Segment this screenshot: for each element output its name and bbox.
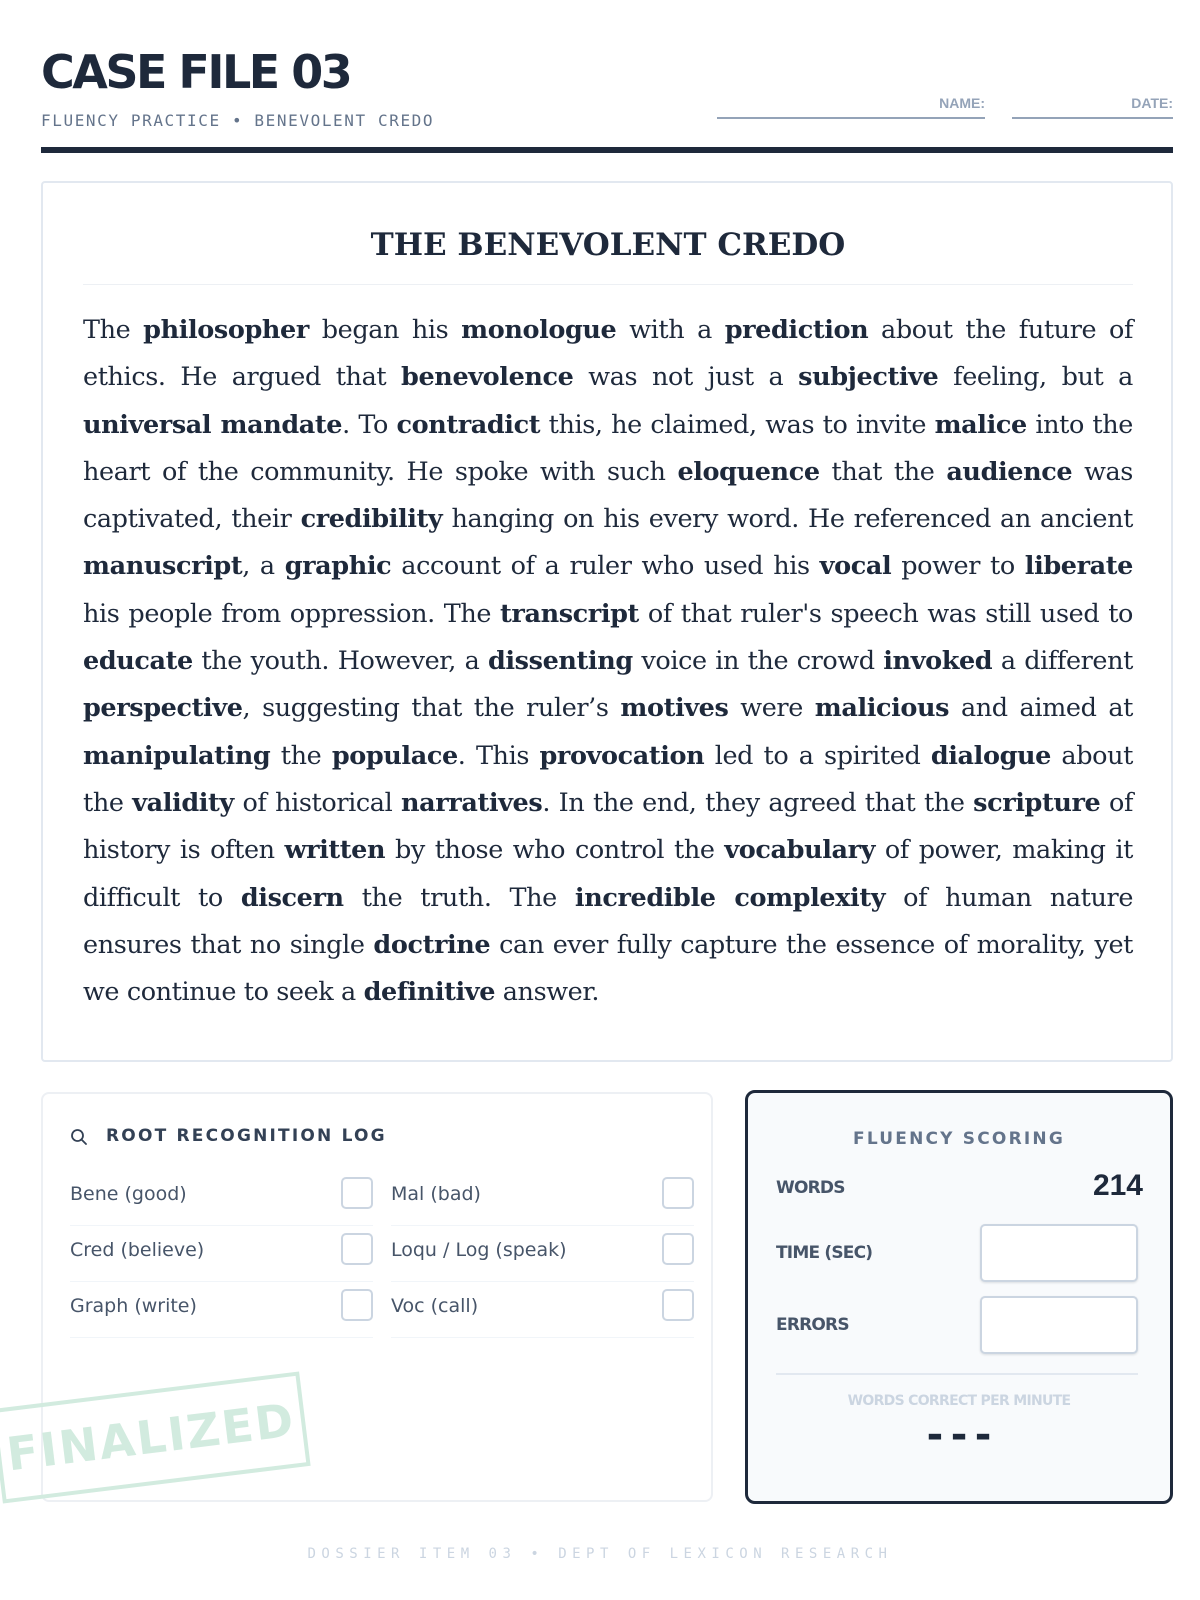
- header-rule: [41, 147, 1173, 153]
- root-checkbox[interactable]: [341, 1289, 373, 1321]
- vocab-word: invoked: [883, 646, 993, 677]
- passage-segment: was captivated, their: [83, 456, 1133, 535]
- passage-segment: by those who control the: [385, 835, 725, 866]
- errors-label: ERRORS: [776, 1315, 849, 1335]
- passage-segment: of human nature ensures that no single: [83, 882, 1134, 960]
- passage-segment: feeling, but a: [938, 362, 1133, 393]
- passage-segment: of historical: [233, 787, 401, 818]
- scoring-divider: [776, 1373, 1138, 1375]
- vocab-word: manipulating: [83, 740, 271, 771]
- vocab-word: graphic: [284, 551, 392, 582]
- reading-passage-card: [41, 181, 1173, 1062]
- root-label: Loqu / Log (speak): [391, 1239, 567, 1261]
- vocab-word: malice: [934, 409, 1027, 440]
- name-label: NAME:: [939, 95, 985, 111]
- passage-segment: , suggesting that the ruler’s: [242, 693, 621, 724]
- vocab-word: incredible complexity: [574, 882, 886, 913]
- passage-segment: into the heart of the community. He spoke with such: [83, 409, 1133, 487]
- root-row: [391, 1282, 694, 1338]
- root-checkbox[interactable]: [662, 1233, 694, 1265]
- passage-segment: this, he claimed, was to invite: [540, 409, 935, 440]
- passage-segment: power to: [891, 551, 1025, 582]
- vocab-word: transcript: [500, 598, 639, 629]
- passage-text: [83, 307, 1133, 1016]
- passage-segment: were: [728, 693, 815, 724]
- vocab-word: universal mandate: [83, 409, 343, 440]
- passage-divider: [83, 284, 1133, 285]
- passage-segment: the: [270, 740, 332, 771]
- passage-segment: can ever fully capture the essence of morality, yet we continue to seek a: [83, 929, 1133, 1008]
- date-label: DATE:: [1131, 95, 1173, 111]
- vocab-word: perspective: [83, 693, 243, 724]
- vocab-word: populace: [331, 740, 458, 771]
- wcpm-value: ---: [922, 1412, 996, 1458]
- vocab-word: written: [284, 835, 386, 866]
- passage-title: THE BENEVOLENT CREDO: [370, 227, 846, 263]
- root-column-left: [70, 1170, 373, 1338]
- time-input[interactable]: [980, 1224, 1138, 1282]
- root-row: [391, 1226, 694, 1282]
- roots-title: ROOT RECOGNITION LOG: [106, 1126, 387, 1146]
- root-label: Voc (call): [391, 1295, 479, 1317]
- vocab-word: doctrine: [373, 929, 491, 960]
- vocab-word: scripture: [973, 787, 1101, 818]
- passage-segment: that the: [819, 456, 947, 487]
- header: [41, 40, 1173, 155]
- passage-segment: . This: [457, 740, 540, 771]
- vocab-word: contradict: [396, 409, 541, 440]
- vocab-word: subjective: [798, 362, 939, 393]
- root-checkbox[interactable]: [341, 1233, 373, 1265]
- vocab-word: provocation: [539, 740, 705, 771]
- scoring-title: FLUENCY SCORING: [853, 1129, 1065, 1149]
- passage-segment: . To: [342, 409, 397, 440]
- root-label: Graph (write): [70, 1295, 197, 1317]
- vocab-word: monologue: [461, 315, 617, 345]
- root-row: [391, 1170, 694, 1226]
- passage-segment: his people from oppression. The: [83, 598, 501, 629]
- passage-segment: The: [83, 315, 144, 345]
- root-column-right: [391, 1170, 694, 1338]
- root-checkbox[interactable]: [662, 1289, 694, 1321]
- fluency-scoring-card: [745, 1090, 1173, 1504]
- passage-segment: about the: [83, 740, 1133, 818]
- root-row: [70, 1226, 373, 1282]
- vocab-word: prediction: [724, 315, 869, 345]
- vocab-word: benevolence: [401, 362, 574, 393]
- vocab-word: dialogue: [930, 740, 1051, 771]
- errors-input[interactable]: [980, 1296, 1138, 1354]
- passage-segment: was not just a: [573, 362, 799, 393]
- name-field[interactable]: [717, 93, 985, 119]
- passage-segment: of history is often: [83, 787, 1133, 866]
- vocab-word: educate: [83, 646, 193, 677]
- root-checkbox[interactable]: [662, 1177, 694, 1209]
- vocab-word: vocabulary: [724, 835, 876, 866]
- root-label: Bene (good): [70, 1183, 187, 1205]
- root-label: Mal (bad): [391, 1183, 481, 1205]
- vocab-word: audience: [946, 456, 1073, 487]
- passage-segment: hanging on his every word. He referenced an ancient: [442, 504, 1133, 535]
- wcpm-label: WORDS CORRECT PER MINUTE: [847, 1393, 1071, 1409]
- words-count: 214: [1092, 1169, 1143, 1202]
- root-row: [70, 1282, 373, 1338]
- vocab-word: dissenting: [487, 646, 633, 677]
- vocab-word: malicious: [814, 693, 950, 724]
- root-label: Cred (believe): [70, 1239, 205, 1261]
- vocab-word: vocal: [819, 551, 892, 582]
- passage-segment: . In the end, they agreed that the: [542, 787, 974, 818]
- passage-segment: of that ruler's speech was still used to: [638, 598, 1133, 629]
- vocab-word: manuscript: [83, 551, 243, 582]
- vocab-word: credibility: [300, 504, 443, 535]
- case-file-subtitle: FLUENCY PRACTICE • BENEVOLENT CREDO: [41, 111, 435, 130]
- passage-segment: the youth. However, a: [192, 646, 488, 677]
- stamp-text: FINALIZED: [3, 1392, 299, 1482]
- vocab-word: validity: [132, 787, 234, 818]
- passage-segment: the truth. The: [343, 882, 575, 913]
- passage-segment: a different: [992, 646, 1133, 677]
- vocab-word: eloquence: [677, 456, 820, 487]
- passage-segment: and aimed at: [949, 693, 1133, 724]
- vocab-word: liberate: [1024, 551, 1133, 582]
- passage-segment: , a: [242, 551, 285, 582]
- passage-segment: account of a ruler who used his: [391, 551, 820, 582]
- root-checkbox[interactable]: [341, 1177, 373, 1209]
- words-label: WORDS: [776, 1178, 845, 1198]
- root-row: [70, 1170, 373, 1226]
- date-field[interactable]: [1012, 93, 1173, 119]
- search-icon: [70, 1128, 88, 1146]
- vocab-word: discern: [240, 882, 344, 913]
- passage-segment: led to a spirited: [704, 740, 931, 771]
- footer: DOSSIER ITEM 03 • DEPT OF LEXICON RESEARCH: [307, 1546, 893, 1562]
- time-label: TIME (SEC): [776, 1243, 873, 1263]
- vocab-word: philosopher: [143, 315, 309, 345]
- case-file-title: CASE FILE 03: [41, 45, 351, 99]
- passage-segment: began his: [308, 315, 462, 345]
- vocab-word: definitive: [363, 977, 496, 1008]
- passage-segment: about the future of ethics. He argued that: [83, 315, 1133, 393]
- passage-segment: with a: [616, 315, 725, 345]
- passage-segment: voice in the crowd: [632, 646, 884, 677]
- vocab-word: motives: [620, 693, 729, 724]
- passage-segment: of power, making it difficult to: [83, 835, 1134, 913]
- passage-segment: answer.: [495, 977, 600, 1008]
- vocab-word: narratives: [400, 787, 543, 818]
